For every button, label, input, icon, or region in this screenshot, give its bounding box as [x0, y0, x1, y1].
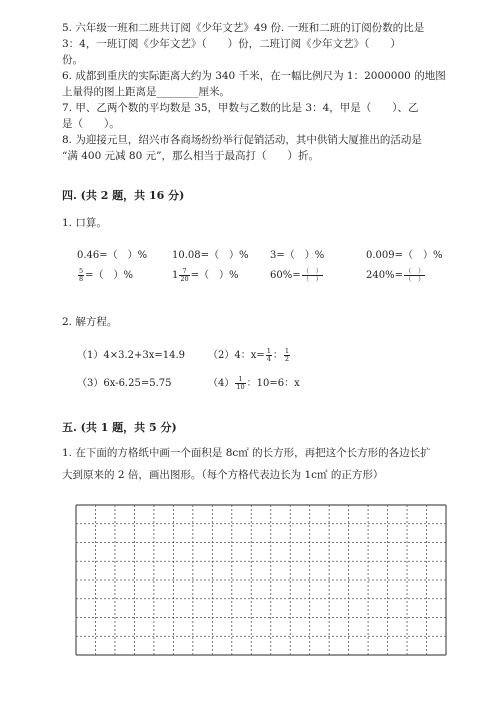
equation-4: （4） $\frac{1}{10}$ ：10=6：x [208, 375, 300, 391]
fraction: $\frac{1}{10}$ [236, 375, 245, 391]
mental-r1c3: 3=（ ）% [270, 250, 325, 261]
equation-2: （2）4：x= $\frac{1}{4}$ ： $\frac{1}{2}$ [208, 347, 290, 363]
section-4-q2-title: 2. 解方程。 [62, 316, 118, 328]
mental-r2c2: 1 $\frac{7}{20}$ =（ ）% [172, 267, 239, 283]
grid-paper[interactable] [75, 504, 447, 656]
section-4-q1-title: 1. 口算。 [62, 217, 107, 229]
q7-line-2: 是（ ）。 [62, 118, 120, 130]
q7-line-1: 7. 甲、乙两个数的平均数是 35，甲数与乙数的比是 3：4，甲是（ ）、乙 [62, 102, 419, 114]
equation-3: （3）6x-6.25=5.75 [77, 378, 172, 389]
fraction: $\frac{1}{2}$ [284, 347, 290, 363]
section-5-title: 五. (共 1 题，共 5 分) [62, 421, 177, 434]
mental-r1c1: 0.46=（ ）% [77, 250, 148, 261]
q8-line-1: 8. 为迎接元旦，绍兴市各商场纷纷举行促销活动，其中供销大厦推出的活动是 [62, 134, 422, 146]
fraction: $\frac{( )}{( )}$ [302, 267, 323, 283]
q6-line-2: 上量得的图上距离是________厘米。 [62, 86, 230, 98]
mental-r1c2: 10.08=（ ）% [172, 250, 249, 261]
fraction: $\frac{5}{8}$ [79, 267, 84, 283]
mental-r2c1: $\frac{5}{8}$ =（ ）% [79, 267, 134, 283]
mental-r2c3: 60%= $\frac{( )}{( )}$ [270, 267, 323, 283]
q8-line-2: “满 400 元减 80 元”，那么相当于最高打（ ）折。 [62, 150, 319, 162]
q6-line-1: 6. 成都到重庆的实际距离大约为 340 千米，在一幅比例尺为 1：2000000 的地图 [62, 70, 446, 82]
mental-r1c4: 0.009=（ ）% [366, 250, 443, 261]
q5-line-1: 5. 六年级一班和二班共订阅《少年文艺》49 份. 一班和二班的订阅份数的比是 [62, 22, 425, 34]
section-4-title: 四. (共 2 题，共 16 分) [62, 189, 185, 202]
section-5-q1-line-2: 大到原来的 2 倍，画出图形。（每个方格代表边长为 1c㎡ 的正方形） [62, 469, 384, 481]
equation-1: （1）4×3.2+3x=14.9 [77, 350, 186, 361]
fraction: $\frac{7}{20}$ [180, 267, 189, 283]
fraction: $\frac{( )}{( )}$ [404, 267, 425, 283]
section-5-q1-line-1: 1. 在下面的方格纸中画一个面积是 8c㎡ 的长方形，再把这个长方形的各边长扩 [62, 447, 431, 459]
q5-line-3: 份。 [62, 54, 83, 66]
q5-line-2: 3：4，一班订阅《少年文艺》（ ）份，二班订阅《少年文艺》（ ） [62, 38, 401, 50]
mental-r2c4: 240%= $\frac{( )}{( )}$ [366, 267, 425, 283]
fraction: $\frac{1}{4}$ [266, 347, 271, 363]
